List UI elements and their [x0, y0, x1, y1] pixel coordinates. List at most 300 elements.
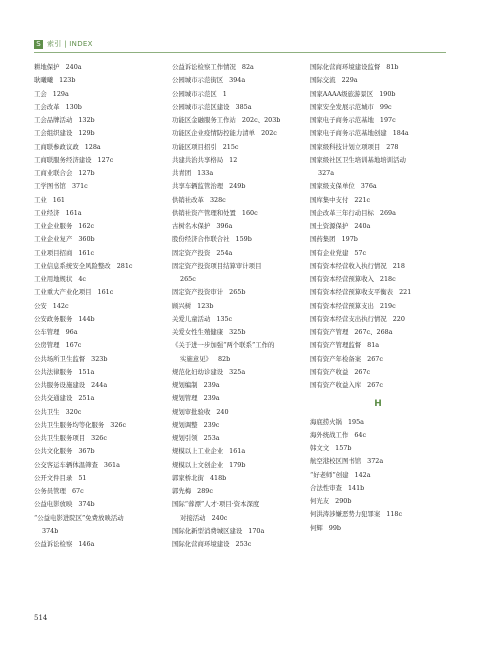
- index-page-ref: 146a: [78, 540, 95, 548]
- index-term: 公园城市示范区: [172, 89, 217, 98]
- index-term: 何光友: [310, 497, 330, 505]
- index-term: 公房管理: [34, 341, 60, 350]
- index-entry: [34, 498, 170, 511]
- index-column-3: [310, 61, 446, 535]
- index-term: 工业用地规状: [34, 275, 73, 283]
- index-term: 国库集中支付: [310, 195, 349, 204]
- index-entry: [310, 455, 446, 468]
- index-term: 国际化营商环境建设: [172, 540, 230, 548]
- index-entry: [310, 416, 446, 429]
- index-entry: [34, 233, 170, 246]
- index-entry: [310, 154, 446, 167]
- index-term: 国企改革三年行动目标: [310, 208, 374, 217]
- index-term: 公共场所卫生监督: [34, 354, 86, 363]
- index-entry: [310, 61, 446, 74]
- index-entry: [34, 273, 170, 286]
- index-term: 规划审批验收: [172, 407, 211, 416]
- index-term: 合法性审查: [310, 483, 342, 492]
- index-term: 韩文文: [310, 444, 330, 452]
- index-page-ref: 160c: [241, 208, 258, 217]
- index-page-ref: 374b: [78, 500, 95, 509]
- index-page-ref: 240: [216, 407, 229, 416]
- index-term: 工业经济: [34, 208, 60, 217]
- index-page-ref: 254a: [216, 248, 233, 257]
- index-term: 国有资产管理监督: [310, 341, 362, 350]
- index-term: 国际“蓉漂”人才·项目·资本深度: [172, 500, 260, 509]
- index-term: 耿曦曦: [34, 76, 54, 85]
- index-page-ref: 328c: [209, 195, 226, 204]
- index-entry: [172, 300, 308, 313]
- index-page-ref: 202c、203b: [241, 116, 281, 124]
- index-entry: [172, 432, 308, 445]
- index-term: 国家电子商务示范基地创建: [310, 129, 387, 138]
- index-page-ref: 179b: [229, 460, 246, 469]
- index-page-ref: 240a: [354, 222, 371, 230]
- index-page-ref: 221: [399, 288, 412, 297]
- index-page-ref: 360b: [78, 235, 95, 244]
- index-entry: [34, 194, 170, 207]
- index-page-ref: 281c: [116, 261, 133, 270]
- index-page-ref: 133a: [197, 169, 214, 177]
- index-term: 国家AAAA级旅游景区: [310, 89, 374, 98]
- index-term: 国有资本经营收入执行情况: [310, 261, 387, 270]
- index-page-ref: 239a: [203, 381, 220, 389]
- index-page-ref: 197c: [379, 116, 396, 124]
- index-entry: [310, 326, 446, 339]
- index-page-ref: 267c: [354, 367, 371, 376]
- index-column-2: [172, 61, 308, 551]
- index-entry: [172, 313, 308, 326]
- index-entry: [34, 286, 170, 299]
- index-page-ref: 81a: [367, 341, 380, 350]
- index-entry: [172, 445, 308, 458]
- index-entry: [310, 300, 446, 313]
- index-entry: [34, 432, 170, 445]
- index-page-ref: 159b: [235, 235, 252, 244]
- index-entry: [310, 194, 446, 207]
- index-entry: [172, 379, 308, 392]
- index-page-ref: 253c: [235, 540, 252, 548]
- index-term: 国有资产收益: [310, 367, 349, 376]
- index-page-ref: 96a: [65, 328, 78, 336]
- index-page-ref: 161c: [97, 288, 114, 297]
- index-page-ref: 127c: [97, 155, 114, 164]
- index-entry: [172, 353, 308, 366]
- index-logo-icon: S: [34, 40, 43, 49]
- index-entry: [34, 127, 170, 140]
- index-term: 327a: [318, 169, 335, 177]
- index-page-ref: 239c: [203, 420, 220, 429]
- index-page-ref: 123b: [59, 76, 76, 85]
- index-term: 374b: [42, 526, 59, 535]
- index-term: 工业重大产业化项目: [34, 288, 92, 297]
- index-entry: [172, 366, 308, 379]
- index-term: 国际化营商环境建设监督: [310, 63, 381, 71]
- index-entry: [310, 141, 446, 154]
- index-term: 公共卫生服务均等化服务: [34, 420, 105, 429]
- index-entry: [34, 74, 170, 87]
- index-entry: [310, 260, 446, 273]
- index-page-ref: 267c: [367, 354, 383, 363]
- index-page-ref: 394a: [229, 76, 246, 85]
- index-page-ref: 161c: [78, 248, 95, 257]
- index-term: 郭先梅: [172, 487, 192, 495]
- index-page-ref: 376a: [360, 182, 377, 191]
- index-term: 功能区金融服务工作站: [172, 116, 236, 124]
- index-entry: [310, 233, 446, 246]
- index-term: 工业: [34, 195, 47, 204]
- index-page-ref: 167c: [65, 341, 82, 350]
- index-term: 供销社改革: [172, 195, 204, 204]
- index-entry: [172, 406, 308, 419]
- index-page-ref: 218c: [379, 275, 396, 283]
- index-entry: [310, 114, 446, 127]
- index-term: 工商业联合会: [34, 169, 73, 177]
- index-page-ref: 99b: [328, 523, 342, 532]
- index-term: 公开文件目录: [34, 473, 73, 482]
- index-term: 公安政务服务: [34, 314, 73, 323]
- index-entry: [310, 482, 446, 495]
- index-term: 国家级社区卫生培训基地培训活动: [310, 155, 406, 164]
- index-entry: [34, 260, 170, 273]
- index-entry: [172, 525, 308, 538]
- index-term: 公交客运车辆体温筛查: [34, 460, 98, 469]
- index-term: 国有资本经营支出执行情况: [310, 314, 387, 323]
- index-term: 《关于进一步加强“两个联系”工作的: [172, 341, 275, 350]
- index-term: 规模以上工业企业: [172, 447, 224, 456]
- index-term: 对接活动: [180, 513, 206, 522]
- index-term: 功能区项目招引: [172, 142, 217, 151]
- index-entry: [34, 419, 170, 432]
- index-term: 国有资本经营预算收入: [310, 275, 374, 283]
- index-term: 国有资产管理: [310, 328, 349, 336]
- index-entry: [172, 88, 308, 101]
- index-page-ref: 123b: [197, 301, 214, 310]
- index-entry: [34, 459, 170, 472]
- index-entry: [34, 326, 170, 339]
- index-entry: [172, 260, 308, 273]
- index-entry: [34, 88, 170, 101]
- index-page-ref: 195a: [347, 417, 364, 426]
- index-term: 海外统战工作: [310, 430, 349, 439]
- index-entry: [34, 114, 170, 127]
- index-term: 工会组织建设: [34, 129, 73, 138]
- index-term: 共青团: [172, 169, 192, 177]
- index-term: 国际化新型消费城区建设: [172, 526, 243, 535]
- index-term: 股份经济合作联合社: [172, 235, 230, 244]
- index-entry: [34, 339, 170, 352]
- index-entry: [172, 512, 308, 525]
- index-page-ref: 219c: [379, 301, 396, 310]
- index-page-ref: 372a: [367, 457, 384, 466]
- index-page-ref: 418b: [209, 473, 227, 482]
- index-entry: [310, 101, 446, 114]
- index-entry: [310, 429, 446, 442]
- index-entry: [172, 207, 308, 220]
- index-page-ref: 326c: [91, 434, 107, 442]
- index-term: 规划编制: [172, 381, 198, 389]
- index-entry: [34, 406, 170, 419]
- index-page-ref: 244a: [91, 381, 108, 389]
- index-entry: [34, 101, 170, 114]
- index-term: 国家级支保单位: [310, 182, 355, 191]
- index-entry: [310, 495, 446, 508]
- index-entry: [172, 114, 308, 127]
- index-entry: [310, 74, 446, 87]
- index-page-ref: 325b: [229, 328, 246, 336]
- index-page-ref: 202c: [261, 129, 277, 138]
- index-page-ref: 269a: [379, 208, 396, 217]
- index-term: 固定资产投资审计: [172, 288, 224, 297]
- index-entry: [310, 353, 446, 366]
- index-page-ref: 135c: [216, 314, 233, 323]
- index-entry: [310, 167, 446, 180]
- index-page-ref: 396a: [216, 222, 233, 230]
- index-term: 海底捞火锅: [310, 417, 342, 426]
- index-term: 265c: [180, 275, 196, 283]
- index-entry: [34, 392, 170, 405]
- index-entry: [34, 167, 170, 180]
- index-term: 工商联服务经济建设: [34, 155, 92, 164]
- index-page-ref: 144b: [78, 314, 95, 323]
- index-page-ref: 99c: [379, 102, 392, 111]
- index-term: “公益电影进院区”免费放映活动: [34, 513, 124, 522]
- index-term: 国土资源保护: [310, 222, 349, 230]
- index-entry: [172, 273, 308, 286]
- index-entry: [172, 472, 308, 485]
- index-entry: [34, 353, 170, 366]
- index-term: 公共文化服务: [34, 447, 73, 456]
- index-page-ref: 51: [78, 473, 87, 482]
- index-entry: [34, 313, 170, 326]
- index-entry: [172, 419, 308, 432]
- index-term: 公共卫生: [34, 407, 60, 416]
- index-term: 工业企业复产: [34, 235, 73, 244]
- index-entry: [310, 442, 446, 455]
- index-page-ref: 128a: [84, 142, 101, 151]
- index-entry: [310, 273, 446, 286]
- index-term: 古树名木保护: [172, 222, 211, 230]
- index-term: 郭家桥北街: [172, 473, 204, 482]
- index-term: 公车管理: [34, 328, 60, 336]
- index-page-ref: 221c: [354, 195, 371, 204]
- index-page-ref: 64c: [354, 430, 367, 439]
- index-entry: [172, 485, 308, 498]
- index-term: 供销社资产管理和处置: [172, 208, 236, 217]
- index-term: 规范化妇幼诊建设: [172, 367, 224, 376]
- index-term: 公益诉讼检察: [34, 540, 73, 548]
- index-page-ref: 142a: [354, 470, 371, 479]
- index-page-ref: 278: [386, 142, 399, 151]
- index-column-1: [34, 61, 170, 551]
- index-term: 国家级科技计划立项项目: [310, 142, 381, 151]
- index-entry: [172, 286, 308, 299]
- header-divider: [34, 52, 446, 53]
- index-term: 何洪涛涉嫌恶势力犯罪案: [310, 510, 381, 519]
- index-page-ref: 1: [222, 89, 227, 98]
- index-term: 国有资产年检备案: [310, 354, 362, 363]
- index-term: 工业企业服务: [34, 222, 73, 230]
- index-term: 顾兴树: [172, 301, 192, 310]
- index-entry: [34, 525, 170, 538]
- section-letter: H: [374, 399, 382, 410]
- index-entry: [172, 538, 308, 551]
- index-term: 共享车辆监管治理: [172, 182, 224, 191]
- index-entry: [172, 326, 308, 339]
- index-page-ref: 161a: [229, 447, 246, 456]
- index-term: 公益诉讼检察工作情况: [172, 63, 236, 71]
- index-entry: [34, 154, 170, 167]
- index-entry: [310, 313, 446, 326]
- index-term: 公园城市示范街区: [172, 76, 224, 85]
- index-page-ref: 157b: [335, 444, 352, 452]
- index-entry: [172, 220, 308, 233]
- index-page-ref: 290b: [335, 497, 352, 505]
- index-entry: [310, 366, 446, 379]
- index-entry: [172, 498, 308, 511]
- index-entry: [172, 194, 308, 207]
- index-entry: [34, 445, 170, 458]
- index-page-ref: 267c: [367, 381, 383, 389]
- index-page-ref: 57c: [354, 248, 367, 257]
- index-page-ref: 220: [392, 314, 405, 323]
- index-term: 实施意见》: [180, 354, 212, 363]
- index-term: 工业项目招商: [34, 248, 73, 257]
- index-term: 工会: [34, 89, 47, 98]
- index-page-ref: 267c、268a: [354, 328, 393, 336]
- index-term: 规模以上文创企业: [172, 460, 224, 469]
- index-term: 关爱女性生殖健康: [172, 328, 224, 336]
- index-page-ref: 240a: [65, 63, 82, 71]
- index-page-ref: 81b: [386, 63, 399, 71]
- index-term: “好老师”创建: [310, 470, 349, 479]
- index-term: 国有资本经营预算收支平衡表: [310, 288, 394, 297]
- index-entry: [34, 300, 170, 313]
- header-title: 索引 | INDEX: [47, 40, 93, 48]
- index-page-ref: 371c: [71, 182, 88, 191]
- index-entry: [34, 61, 170, 74]
- index-term: 国有资本经营预算支出: [310, 301, 374, 310]
- index-page-ref: 251a: [78, 394, 95, 403]
- index-term: 公务员管理: [34, 487, 66, 495]
- index-entry: [34, 247, 170, 260]
- index-page-ref: 253a: [203, 434, 220, 442]
- index-entry: [310, 88, 446, 101]
- index-entry: [34, 512, 170, 525]
- index-term: 规划管理: [172, 394, 198, 403]
- index-page-ref: 215c: [222, 142, 239, 151]
- index-entry: [172, 233, 308, 246]
- index-entry: [34, 538, 170, 551]
- index-term: 国家电子商务示范基地: [310, 116, 374, 124]
- index-term: 国有资产收益入库: [310, 381, 362, 389]
- index-page-ref: 151a: [78, 367, 95, 376]
- index-page-ref: 367b: [78, 447, 95, 456]
- index-term: 固定资产投资: [172, 248, 211, 257]
- index-page-ref: 129a: [52, 89, 69, 98]
- index-entry: [310, 286, 446, 299]
- index-entry: [310, 207, 446, 220]
- index-term: 工业信息系统安全风险整改: [34, 261, 111, 270]
- index-entry: [172, 74, 308, 87]
- index-term: 规划调整: [172, 420, 198, 429]
- index-term: 公安: [34, 301, 47, 310]
- index-page-ref: 4c: [78, 275, 86, 283]
- index-page-ref: 265b: [229, 288, 246, 297]
- index-page-ref: 82a: [241, 63, 254, 71]
- index-page-ref: 326c: [110, 420, 127, 429]
- index-term: 工商联参政议政: [34, 142, 79, 151]
- index-page-ref: 240c: [211, 513, 228, 522]
- index-page-ref: 129b: [78, 129, 95, 138]
- index-page-ref: 67c: [71, 487, 84, 495]
- index-term: 耕地保护: [34, 63, 60, 71]
- index-entry: [34, 366, 170, 379]
- index-page-ref: 229a: [341, 76, 358, 85]
- index-entry: [310, 180, 446, 193]
- index-term: 关爱儿童活动: [172, 314, 211, 323]
- index-term: 国药集团: [310, 235, 336, 244]
- index-entry: [310, 247, 446, 260]
- index-entry: [34, 379, 170, 392]
- index-entry: [34, 207, 170, 220]
- index-entry: [172, 180, 308, 193]
- index-term: 公益电影放映: [34, 500, 73, 509]
- index-term: 公园城市示范区建设: [172, 102, 230, 111]
- index-page-ref: 289c: [197, 487, 213, 495]
- index-page-ref: 118c: [386, 510, 403, 519]
- index-term: 公共法律服务: [34, 367, 73, 376]
- index-term: 工学图书馆: [34, 182, 66, 191]
- index-page-ref: 323b: [91, 354, 108, 363]
- index-entry: [34, 180, 170, 193]
- index-page-ref: 385a: [235, 102, 252, 111]
- index-page-ref: 218: [392, 261, 405, 270]
- index-page-ref: 325a: [229, 367, 246, 376]
- index-entry: [172, 127, 308, 140]
- index-page-ref: 127b: [78, 169, 95, 177]
- index-entry: [310, 220, 446, 233]
- index-entry: [310, 127, 446, 140]
- index-entry: [34, 141, 170, 154]
- index-entry: [34, 472, 170, 485]
- index-page-ref: 161a: [65, 208, 82, 217]
- index-term: 公共卫生服务项目: [34, 434, 86, 442]
- index-page-ref: 130b: [65, 102, 82, 111]
- index-page-ref: 82b: [217, 354, 231, 363]
- index-entry: [172, 141, 308, 154]
- index-page-ref: 184a: [392, 129, 409, 138]
- index-page-ref: 12: [229, 155, 238, 164]
- index-entry: [172, 154, 308, 167]
- page-number: 514: [34, 614, 48, 622]
- index-page-ref: 197b: [341, 235, 358, 244]
- index-entry: [34, 485, 170, 498]
- index-term: 航空港校区图书馆: [310, 457, 362, 466]
- index-entry: [172, 167, 308, 180]
- index-entry: [310, 522, 446, 535]
- index-term: 何辉: [310, 523, 323, 532]
- index-term: 功能区企业疫情防控能力清单: [172, 129, 256, 138]
- index-entry: [172, 61, 308, 74]
- index-term: 共建共治共享格局: [172, 155, 224, 164]
- index-term: 公共交通建设: [34, 394, 73, 403]
- index-entry: [172, 459, 308, 472]
- index-page-ref: 141b: [347, 483, 365, 492]
- index-page-ref: 249b: [229, 182, 246, 191]
- index-term: 工会改革: [34, 102, 60, 111]
- index-page-ref: 161: [52, 195, 65, 204]
